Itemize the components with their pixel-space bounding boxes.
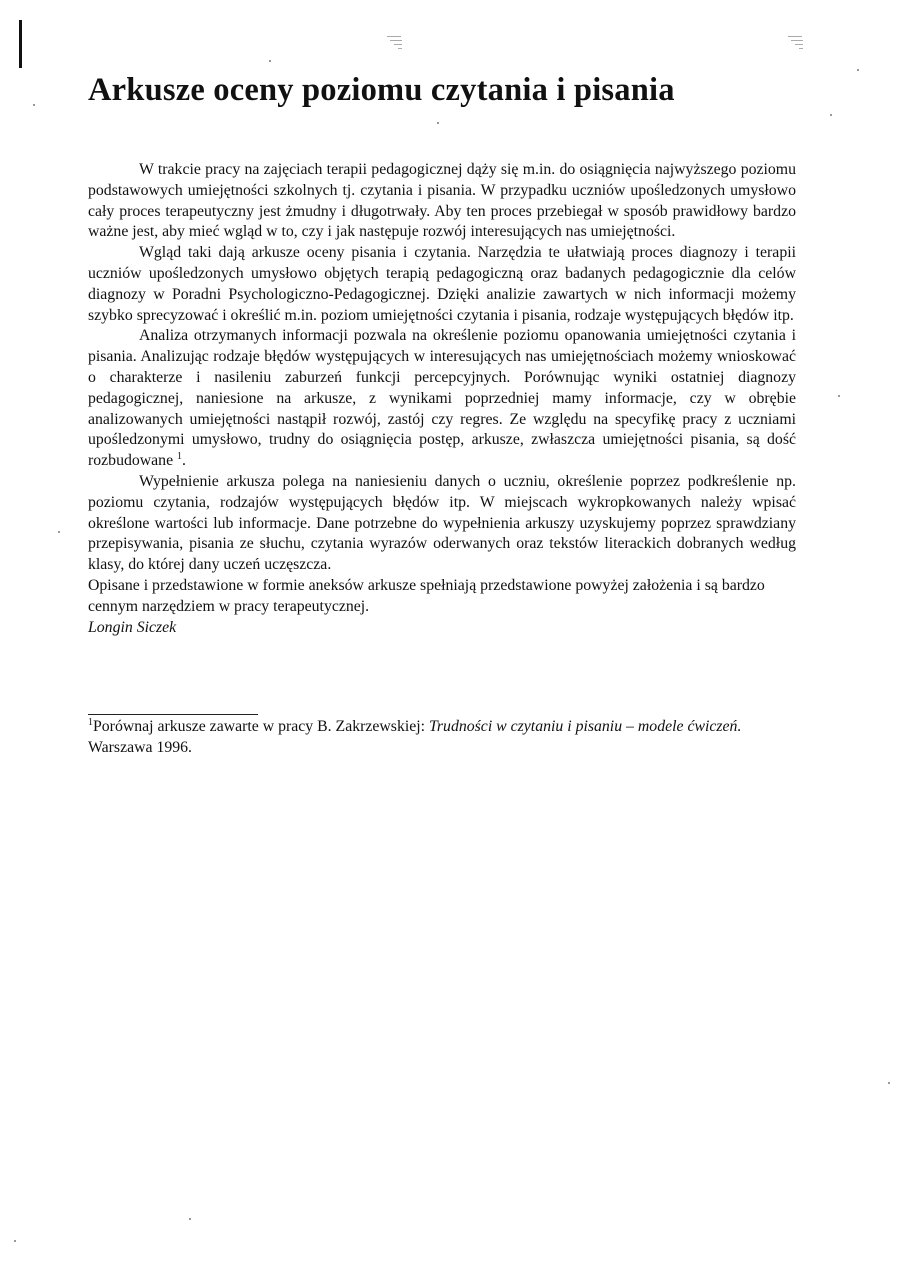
footnote-text-after: Warszawa 1996. (88, 739, 192, 756)
scan-speck (888, 1082, 890, 1084)
paragraph-3 (88, 326, 796, 472)
footnote-reference-tail: . (182, 452, 186, 470)
scan-margin-mark (19, 20, 22, 68)
paragraph-4: Wypełnienie arkusza polega na naniesieniu danych o uczniu, określenie poprzez podkreślenie np. poziomu czytania, rodzajów występujących błędów itp. W miejscach wykropkowanych należy wpisać określone wartości lub informacje. Dane potrzebne do wypełnienia arkuszy uzyskujemy poprzez sprawdziany przepisywania, pisania ze słuchu, czytania wyrazów oderwanych oraz tekstów literackich dobranych według klasy, do której dany uczeń uczęszcza. (88, 472, 796, 574)
scan-speck (857, 69, 859, 71)
scan-speck (189, 1218, 191, 1220)
footnote-cited-title: Trudności w czytaniu i pisaniu – modele ćwiczeń. (429, 718, 742, 735)
scan-speck (838, 395, 840, 397)
scan-speck (437, 122, 439, 124)
paragraph-3-text: Analiza otrzymanych informacji pozwala na określenie poziomu opanowania umiejętności czytania i pisania. Analizując rodzaje błędów występujących w interesujących nas umiejętnościach możemy wnioskować o charakterze i nasileniu zaburzeń funkcji percepcyjnych. Porównując wyniki ostatniej diagnozy pedagogicznej, naniesione na arkusze, z wynikami poprzedniej mamy informacje, czy w obrębie analizowanych umiejętności nastąpił rozwój, zastój czy regres. Ze względu na specyfikę pracy z uczniami upośledzonymi umysłowo, trudny do osiągnięcia postęp, arkusze, zwłaszcza umiejętności pisania, są dość rozbudowane (88, 327, 796, 470)
footnote-text-before: Porównaj arkusze zawarte w pracy B. Zakrzewskiej: (93, 718, 429, 735)
scan-speck (269, 60, 271, 62)
paragraph-5: Opisane i przedstawione w formie aneksów arkusze spełniają przedstawione powyżej założenia i są bardzo cennym narzędziem w pracy terapeutycznej. (88, 576, 765, 615)
body-text (88, 160, 796, 638)
paragraph-1: W trakcie pracy na zajęciach terapii pedagogicznej dąży się m.in. do osiągnięcia najwyższego poziomu podstawowych umiejętności szkolnych tj. czytania i pisania. W przypadku uczniów upośledzonych umysłowo cały proces terapeutyczny jest żmudny i długotrwały. Aby ten proces przebiegał w sposób prawidłowy bardzo ważne jest, aby mieć wgląd w to, czy i jak następuje rozwój interesujących nas umiejętności. (88, 161, 796, 241)
page-title: Arkusze oceny poziomu czytania i pisania (88, 72, 675, 108)
footnote-separator (88, 714, 258, 715)
scan-speck (14, 1240, 16, 1242)
scan-speck (58, 531, 60, 533)
scan-speck (830, 114, 832, 116)
footnote (88, 716, 796, 758)
paragraph-2: Wgląd taki dają arkusze oceny pisania i czytania. Narzędzia te ułatwiają proces diagnozy i terapii uczniów upośledzonych umysłowo objętych terapią pedagogiczną oraz badanych pedagogicznie dla celów diagnozy w Poradni Psychologiczno-Pedagogicznej. Dzięki analizie zawartych w nich informacji możemy szybko sprecyzować i określić m.in. poziom umiejętności czytania i pisania, rodzaje występujących błędów itp. (88, 244, 796, 324)
author-signature: Longin Siczek (88, 618, 177, 636)
scan-speck (33, 104, 35, 106)
scan-smudge (385, 33, 407, 51)
scan-smudge (786, 33, 808, 51)
footnote-reference: 1 (177, 451, 183, 463)
footnote-number: 1 (88, 717, 93, 728)
